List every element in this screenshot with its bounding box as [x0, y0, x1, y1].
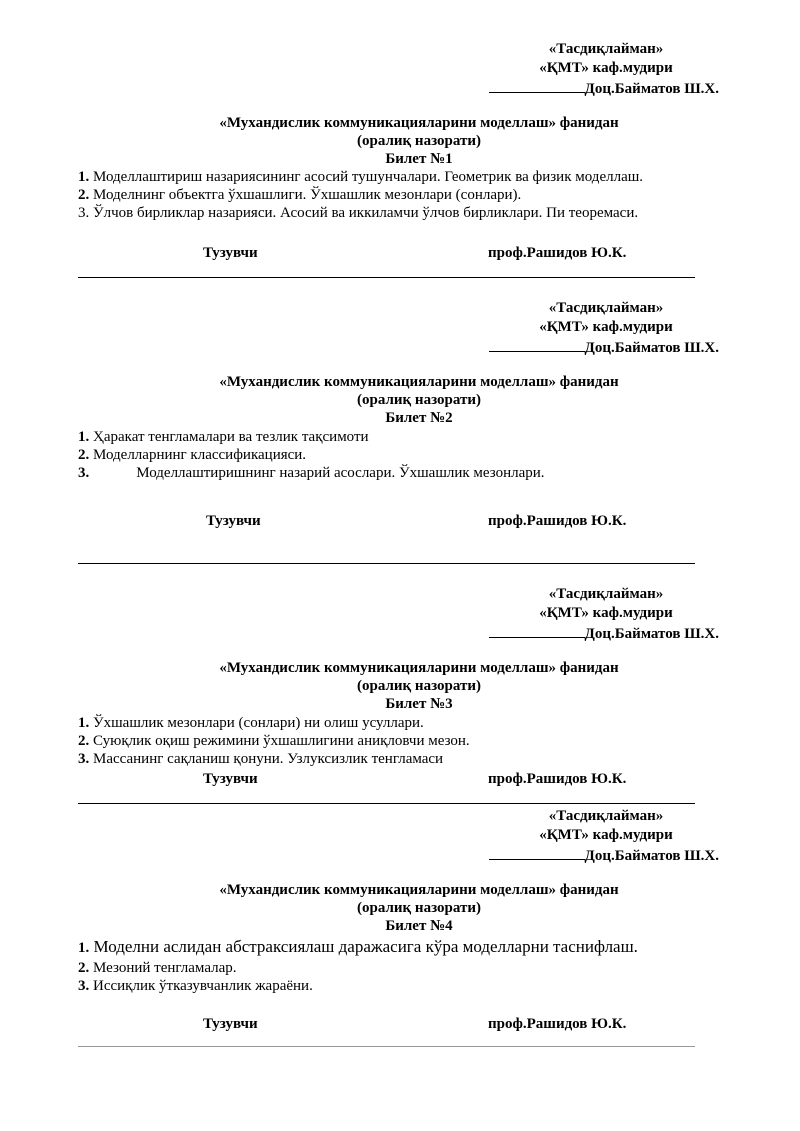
question-item: 3. Ўлчов бирликлар назарияси. Асосий ва иккиламчи ўлчов бирликлари. Пи теоремаси. — [78, 205, 639, 221]
approve-title: «Тасдиқлайман» — [548, 300, 664, 316]
exam-type: (оралиқ назорати) — [357, 133, 481, 149]
signature-line — [489, 845, 585, 860]
approve-position: «ҚМТ» каф.мудири — [539, 60, 673, 76]
ticket-number: Билет №3 — [385, 696, 453, 712]
approve-position: «ҚМТ» каф.мудири — [539, 827, 673, 843]
compiler-name: проф.Рашидов Ю.К. — [488, 771, 627, 787]
approval-block-3 — [476, 585, 736, 642]
question-item: 2. Мезоний тенгламалар. — [78, 960, 237, 976]
question-list-1 — [78, 168, 718, 222]
compiler-label: Тузувчи — [203, 1016, 258, 1032]
ticket-divider — [78, 563, 695, 564]
subject-title: «Мухандислик коммуникацияларини моделлаш» фанидан — [219, 374, 619, 390]
approve-position: «ҚМТ» каф.мудири — [539, 605, 673, 621]
approve-signature: Доц.Байматов Ш.Х. — [476, 623, 736, 642]
ticket-divider — [78, 1046, 695, 1047]
compiler-label: Тузувчи — [203, 245, 258, 261]
question-item: 1. Ҳаракат тенгламалари ва тезлик тақсимоти — [78, 429, 369, 445]
ticket-number: Билет №4 — [385, 918, 453, 934]
ticket-number: Билет №1 — [385, 151, 453, 167]
approve-title: «Тасдиқлайман» — [548, 586, 664, 602]
question-item: 2. Моделларнинг классификацияси. — [78, 447, 307, 463]
subject-title: «Мухандислик коммуникацияларини моделлаш» фанидан — [219, 115, 619, 131]
ticket-number: Билет №2 — [385, 410, 453, 426]
question-item: 1. Моделлаштириш назариясининг асосий тушунчалари. Геометрик ва физик моделлаш. — [78, 169, 644, 185]
approve-title: «Тасдиқлайман» — [548, 808, 664, 824]
question-list-3 — [78, 714, 718, 768]
subject-title: «Мухандислик коммуникацияларини моделлаш» фанидан — [219, 882, 619, 898]
question-item: 1. Ўхшашлик мезонлари (сонлари) ни олиш усуллари. — [78, 715, 424, 731]
approval-block-4 — [476, 807, 736, 864]
approve-signature: Доц.Байматов Ш.Х. — [476, 845, 736, 864]
question-item: 1. Моделни аслидан абстраксиялаш даражасига кўра моделларни таснифлаш. — [78, 937, 638, 956]
approve-signature: Доц.Байматов Ш.Х. — [476, 78, 736, 97]
approve-signature: Доц.Байматов Ш.Х. — [476, 337, 736, 356]
signature-line — [489, 337, 585, 352]
question-list-4 — [78, 938, 718, 995]
signature-line — [489, 78, 585, 93]
compiler-name: проф.Рашидов Ю.К. — [488, 1016, 627, 1032]
question-item: 3. Иссиқлик ўтказувчанлик жараёни. — [78, 978, 313, 994]
approval-block-1 — [476, 40, 736, 97]
ticket-header-3 — [78, 659, 760, 713]
ticket-header-4 — [78, 881, 760, 935]
question-item: 2. Моделнинг объектга ўхшашлиги. Ўхшашлик мезонлари (сонлари). — [78, 187, 522, 203]
signature-line — [489, 623, 585, 638]
exam-type: (оралиқ назорати) — [357, 392, 481, 408]
compiler-label: Тузувчи — [206, 513, 261, 529]
ticket-header-1 — [78, 114, 760, 168]
question-item: 2. Суюқлик оқиш режимини ўхшашлигини аниқловчи мезон. — [78, 733, 470, 749]
compiler-label: Тузувчи — [203, 771, 258, 787]
ticket-header-2 — [78, 373, 760, 427]
exam-type: (оралиқ назорати) — [357, 678, 481, 694]
approve-title: «Тасдиқлайман» — [548, 41, 664, 57]
question-item: 3. Моделлаштиришнинг назарий асослари. Ўхшашлик мезонлари. — [78, 465, 545, 481]
ticket-divider — [78, 803, 695, 804]
question-item: 3. Массанинг сақланиш қонуни. Узлуксизлик тенгламаси — [78, 751, 444, 767]
compiler-name: проф.Рашидов Ю.К. — [488, 245, 627, 261]
compiler-name: проф.Рашидов Ю.К. — [488, 513, 627, 529]
approval-block-2 — [476, 299, 736, 356]
subject-title: «Мухандислик коммуникацияларини моделлаш» фанидан — [219, 660, 619, 676]
ticket-divider — [78, 277, 695, 278]
question-list-2 — [78, 428, 718, 482]
approve-position: «ҚМТ» каф.мудири — [539, 319, 673, 335]
exam-type: (оралиқ назорати) — [357, 900, 481, 916]
